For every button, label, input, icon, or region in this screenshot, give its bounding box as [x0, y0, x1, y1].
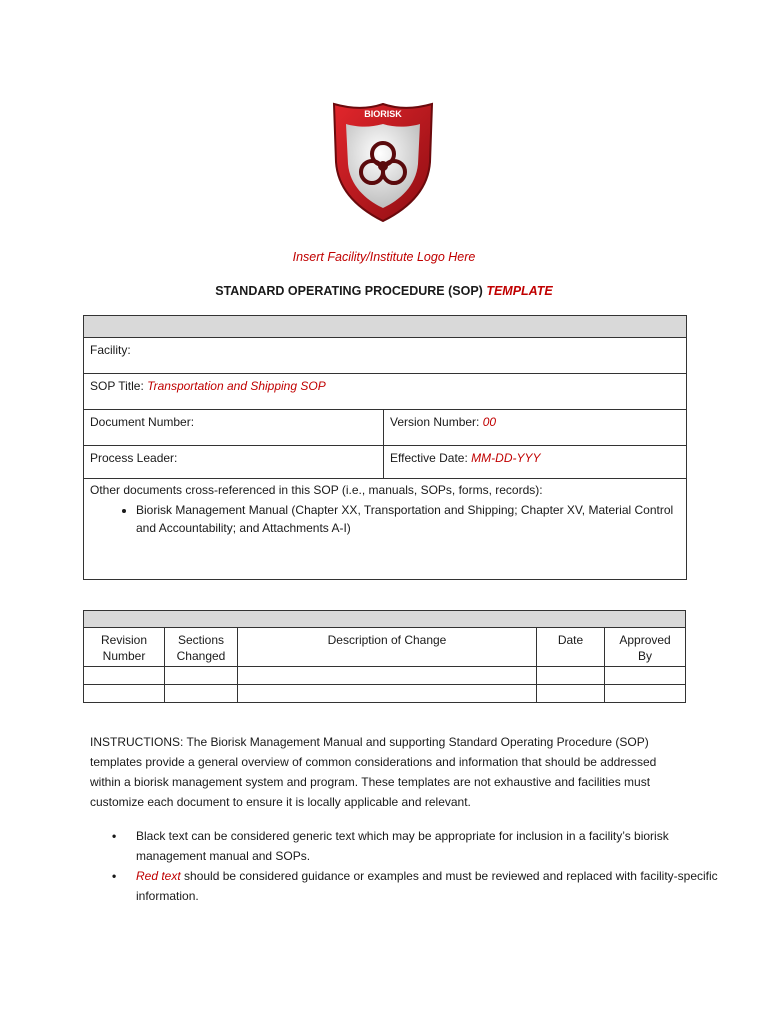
- revision-history-table: [83, 610, 686, 703]
- guidance-list: [90, 826, 726, 906]
- sop-title-value: Transportation and Shipping SOP: [147, 379, 326, 393]
- guidance-red-text-desc: should be considered guidance or examples and must be reviewed and replaced with facility-specific information.: [136, 869, 718, 903]
- guidance-black-text: Black text can be considered generic text which may be appropriate for inclusion in a facility’s biorisk management manual and SOPs.: [136, 829, 669, 863]
- sop-title-cell: [84, 374, 687, 410]
- effective-date-value: MM-DD-YYY: [471, 451, 541, 465]
- version-number-cell: [384, 410, 687, 446]
- list-item: [112, 826, 726, 866]
- facility-cell: [84, 338, 687, 374]
- table-header-bar: [84, 316, 687, 338]
- document-number-cell: [84, 410, 384, 446]
- version-number-label: Version Number:: [390, 415, 480, 429]
- cross-reference-cell: [84, 479, 687, 580]
- instructions-paragraph: INSTRUCTIONS: The Biorisk Management Manual and supporting Standard Operating Procedure (SOP) templates provide a general overview of common considerations and information that should be addressed within a biorisk management system and program. These templates are not exhaustive and facilities must customize each document to ensure it is locally applicable and relevant.: [90, 735, 657, 809]
- page-title: [0, 284, 768, 298]
- col-description-of-change: Description of Change: [238, 628, 537, 667]
- biorisk-shield-logo: [330, 100, 436, 224]
- sop-title-label: SOP Title:: [90, 379, 144, 393]
- table-row: [84, 667, 686, 685]
- bullet-icon: •: [112, 829, 117, 843]
- effective-date-cell: [384, 446, 687, 479]
- guidance-red-text-label: Red text: [136, 869, 181, 883]
- process-leader-label: Process Leader:: [90, 451, 178, 465]
- title-suffix: TEMPLATE: [486, 284, 553, 298]
- sop-info-table: [83, 315, 687, 580]
- logo-brand-text: BIORISK: [364, 109, 402, 119]
- list-item: • Biorisk Management Manual (Chapter XX, Transportation and Shipping; Chapter XV, Material Control and Accountability; and Attachments A-I): [136, 501, 680, 537]
- effective-date-label: Effective Date:: [390, 451, 468, 465]
- col-approved-by: Approved By: [605, 628, 686, 667]
- document-number-label: Document Number:: [90, 415, 195, 429]
- version-number-value: 00: [482, 415, 497, 429]
- col-revision-number: Revision Number: [84, 628, 165, 667]
- title-main: STANDARD OPERATING PROCEDURE (SOP): [215, 284, 483, 298]
- bullet-icon: •: [112, 869, 117, 883]
- col-date: Date: [537, 628, 605, 667]
- col-sections-changed: Sections Changed: [165, 628, 238, 667]
- cross-reference-label: Other documents cross-referenced in this SOP (i.e., manuals, SOPs, forms, records):: [90, 483, 543, 497]
- cross-reference-list: [90, 501, 680, 537]
- logo-placeholder-caption: Insert Facility/Institute Logo Here: [292, 250, 476, 264]
- table-header-bar: [84, 611, 686, 628]
- process-leader-cell: [84, 446, 384, 479]
- facility-label: Facility:: [90, 343, 131, 357]
- table-row: [84, 685, 686, 703]
- list-item: [112, 866, 726, 906]
